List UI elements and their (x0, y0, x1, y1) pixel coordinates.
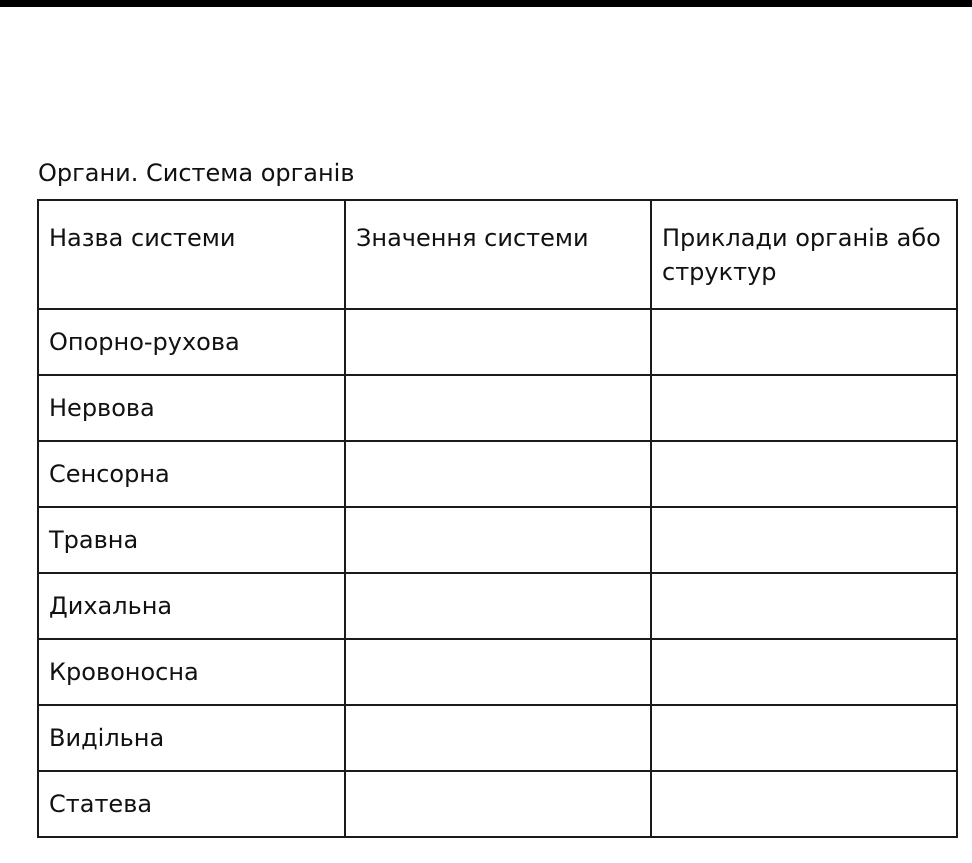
table-row (38, 771, 957, 837)
examples-cell[interactable] (651, 639, 957, 705)
table-header-row (38, 200, 957, 309)
system-name-cell: Травна (38, 507, 345, 573)
header-system-significance: Значення системи (345, 200, 651, 309)
significance-cell[interactable] (345, 639, 651, 705)
system-name-cell: Статева (38, 771, 345, 837)
table-row (38, 705, 957, 771)
examples-cell[interactable] (651, 309, 957, 375)
examples-cell[interactable] (651, 441, 957, 507)
examples-cell[interactable] (651, 573, 957, 639)
significance-cell[interactable] (345, 375, 651, 441)
significance-cell[interactable] (345, 441, 651, 507)
table-row (38, 639, 957, 705)
table-row (38, 507, 957, 573)
significance-cell[interactable] (345, 771, 651, 837)
system-name-cell: Кровоносна (38, 639, 345, 705)
system-name-cell: Дихальна (38, 573, 345, 639)
system-name-cell: Нервова (38, 375, 345, 441)
table-row (38, 375, 957, 441)
examples-cell[interactable] (651, 375, 957, 441)
significance-cell[interactable] (345, 309, 651, 375)
examples-cell[interactable] (651, 771, 957, 837)
significance-cell[interactable] (345, 573, 651, 639)
table-row (38, 309, 957, 375)
header-organ-examples: Приклади органів або структур (651, 200, 957, 309)
significance-cell[interactable] (345, 507, 651, 573)
table-row (38, 573, 957, 639)
significance-cell[interactable] (345, 705, 651, 771)
examples-cell[interactable] (651, 705, 957, 771)
organ-systems-table (37, 199, 958, 838)
system-name-cell: Сенсорна (38, 441, 345, 507)
examples-cell[interactable] (651, 507, 957, 573)
table-row (38, 441, 957, 507)
system-name-cell: Видільна (38, 705, 345, 771)
top-edge-bar (0, 0, 972, 7)
header-system-name: Назва системи (38, 200, 345, 309)
system-name-cell: Опорно-рухова (38, 309, 345, 375)
page-title: Органи. Система органів (38, 159, 355, 187)
